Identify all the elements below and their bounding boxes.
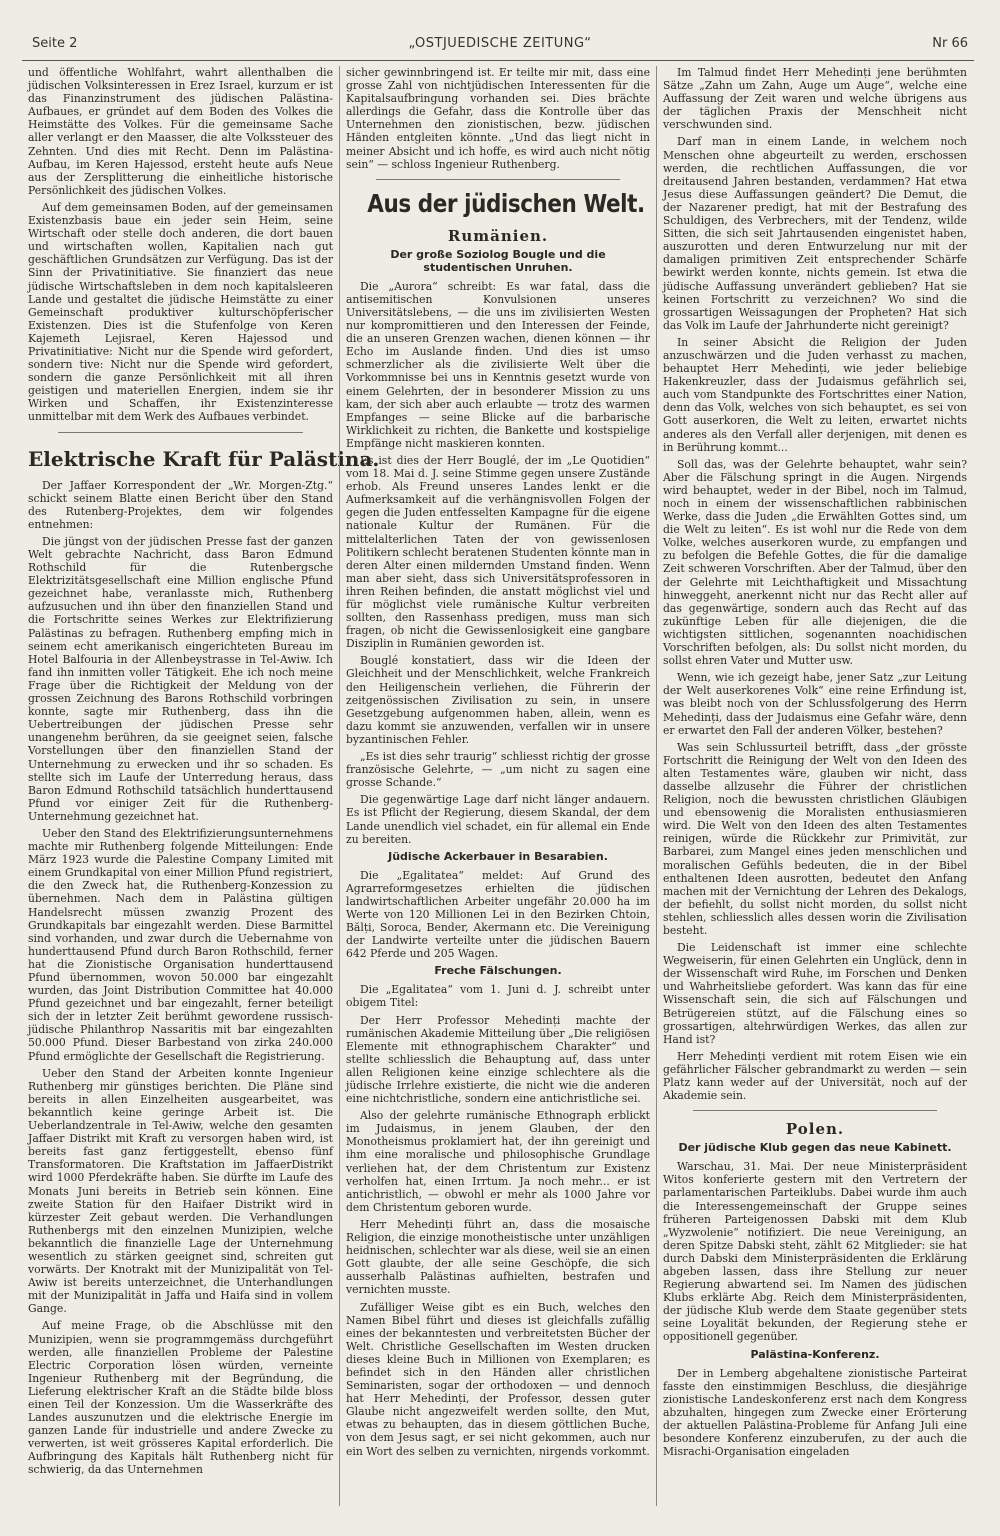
article-paragraph: Die „Aurora“ schreibt: Es war fatal, dass die antisemitischen Konvulsionen unseres Universitätslebens, — die uns im zivilisierten Westen nur kompromittieren und den Interessen der Feinde, die an unseren Grenzen wachen, dienen können — ihr Echo im Auslande finden. Und dies ist umso schmerzlicher als die zivilisierte Welt über die Vorkommnisse bei uns in Kenntnis gesetzt wurde von einem Gelehrten, der in besonderer Mission zu uns kam, der sich aber auch erlaubte — trotz des warmen Empfanges — seine Blicke auf die barbarische Wirklichkeit zu richten, die Bankette und kostspielige Empfänge nicht maskieren konnten. xyxy=(346,279,650,450)
article-subheading: Jüdische Ackerbauer in Besarabien. xyxy=(388,849,608,863)
article-paragraph: Ueber den Stand des Elektrifizierungsunternehmens machte mir Ruthenberg folgende Mitteilungen: Ende März 1923 wurde die Palestine Company Limited mit einem Grundkapital von einer Million Pfund registriert, die den Zweck hat, die Ruthenberg-Konzession zu übernehmen. Nach dem in Palästina gültigen Handelsrecht müssen zwanzig Prozent des Grundkapitals bar eingezahlt werden. Diese Barmittel sind vorhanden, und zwar durch die Uebernahme von hunderttausend Pfund durch Baron Rothschild, ferner hat die Zionistische Organisation hunderttausend Pfund übernommen, wovon 50.000 bar eingezahlt wurden, das Joint Distribution Committee hat 40.000 Pfund gezeichnet und bar eingezahlt, ferner beteiligt sich der in letzter Zeit berühmt gewordene russisch-jüdische Philanthrop Nassaritis mit bar eingezahlten 50.000 Pfund. Dieser Barbestand von zirka 240.000 Pfund ermöglichte der Gesellschaft die Registrierung. xyxy=(28,826,333,1063)
divider xyxy=(58,432,303,433)
country-heading: Polen. xyxy=(785,1120,845,1139)
article-paragraph: Darf man in einem Lande, in welchem noch Menschen ohne abgeurteilt zu werden, erschossen werden, die rechtlichen Auffassungen, die vor dreitausend Jahren bestanden, verdammen? Hat etwa Jesus diese Auffassungen geändert? Die Demut, die der Nazarener predigt, hat mit der Bestrafung des Schuldigen, des Verbrechers, mit der Tendenz, wilde Sitten, die sich seit Jahrtausenden eingenistet haben, auszurotten und deren Entwurzelung nur mit der damaligen primitiven Zeit entsprechender Schärfe bewirkt werden konnte, nichts gemein. Ist etwa die jüdische Auffassung unverändert geblieben? Hat sie keinen Fortschritt zu verzeichnen? Wo sind die grossartigen Weissagungen der Propheten? Hat sich das Volk im Laufe der Jahrhunderte nicht gereinigt? xyxy=(663,135,967,332)
article-paragraph: „Es ist dies sehr traurig“ schliesst richtig der grosse französische Gelehrte, — „um nicht zu sagen eine grosse Schande.“ xyxy=(346,750,650,790)
columns xyxy=(22,66,974,1506)
section-heading: Aus der jüdischen Welt. xyxy=(367,188,645,218)
column-right xyxy=(656,66,973,1506)
article-paragraph: Was sein Schlussurteil betrifft, dass „der grösste Fortschritt die Reinigung der Welt von den Ideen des alten Testamentes wäre, glauben wir nicht, dass dasselbe allzusehr die Führer der christlichen Religion, noch die bewussten christlichen Gläubigen und ebensowenig die Moralisten enthusiasmieren wird. Die Welt von den Ideen des alten Testamentes reinigen, würde die Rückkehr zur Primivität, zur Barbarei, zum Mangel eines jeden menschlichen und moralischen Gefühls bedeuten, die in der Bibel enthaltenen Ideen ausrotten, bedeutet den Anfang machen mit der Vernichtung der Lehren des Dekalogs, der befiehlt, du sollst nicht morden, du sollst nicht stehlen, schliesslich alles dessen worin die Zivilisation besteht. xyxy=(663,740,967,937)
article-paragraph: Herr Mehedinți verdient mit rotem Eisen wie ein gefährlicher Fälscher gebrandmarkt zu werden — sein Platz kann weder auf der Universität, noch auf der Akademie sein. xyxy=(663,1049,967,1103)
country-heading: Rumänien. xyxy=(447,226,549,245)
page-header xyxy=(32,36,968,60)
article-paragraph: Soll das, was der Gelehrte behauptet, wahr sein? Aber die Fälschung springt in die Augen. Nirgends wird behauptet, weder in der Bibel, noch im Talmud, noch in einem der wissenschaftlichen rabbinischen Werke, dass die Juden „die Erwählten Gottes sind, um die Welt zu leiten“. Es ist wohl nur die Rede von dem Volke, welches auserkoren wurde, zu empfangen und zu befolgen die Befehle Gottes, die für die damalige Zeit schweren Vorschriften. Aber der Talmud, über den der Gelehrte mit Leichthaftigkeit und Missachtung hinweggeht, anerkennt nicht nur das Recht aller auf das gegenwärtige, sondern auch das Recht auf das zukünftige Leben für alle diejenigen, die die wichtigsten sittlichen, sogenannten noachidischen Vorschriften befolgen, als: Du sollst nicht morden, du sollst ehren Vater und Mutter usw. xyxy=(663,457,967,668)
newspaper-title: „OSTJUEDISCHE ZEITUNG“ xyxy=(408,36,592,51)
article-paragraph: Die jüngst von der jüdischen Presse fast der ganzen Welt gebrachte Nachricht, dass Baron Edmund Rothschild für die Rutenbergsche Elektrizitätsgesellschaft eine Million englische Pfund gezeichnet habe, veranlasste mich, Ruthenberg aufzusuchen und ihn über den finanziellen Stand und die Fortschritte seines Werkes zur Elektrifizierung Palästinas zu befragen. Ruthenberg empfing mich in seinem echt amerikanisch eingerichteten Bureau im Hotel Balfouria in der Allenbeystrasse in Tel-Awiw. Ich fand ihn inmitten voller Tätigkeit. Ehe ich noch meine Frage über die Richtigkeit der Meldung von der grossen Zeichnung des Barons Rothschild vorbringen konnte, sagte mir Ruthenberg, dass ihn die Uebertreibungen der jüdischen Presse sehr unangenehm berühren, da sie geeignet seien, falsche Vorstellungen über den finanziellen Stand der Unternehmung zu erwecken und ihr so schaden. Es stellte sich im Laufe der Unterredung heraus, dass Baron Edmund Rothschild tatsächlich hunderttausend Pfund vor einiger Zeit für die Ruthenberg-Unternehmung gezeichnet hat. xyxy=(28,534,333,823)
article-paragraph: Die „Egalitatea“ meldet: Auf Grund des Agrarreformgesetzes erhielten die jüdischen landwirtschaftlichen Arbeiter ungefähr 20.000 ha im Werte von 120 Millionen Lei in den Bezirken Chtoin, Bălți, Soroca, Bender, Akermann etc. Die Vereinigung der Landwirte verteilte unter die jüdischen Bauern 642 Pferde und 205 Wagen. xyxy=(346,868,650,961)
article-subheading: Freche Fälschungen. xyxy=(434,964,562,978)
article-paragraph: Die gegenwärtige Lage darf nicht länger andauern. Es ist Pflicht der Regierung, diesem Skandal, der dem Lande unendlich viel schadet, ein für allemal ein Ende zu bereiten. xyxy=(346,793,650,846)
article-paragraph: Warschau, 31. Mai. Der neue Ministerpräsident Witos konferierte gestern mit den Vertretern der parlamentarischen Parteiklubs. Dabei wurde ihm auch die Interessengemeinschaft der Gruppe seines früheren Parteigenossen Dabski mit dem Klub „Wyzwolenie“ notifiziert. Die neue Vereinigung, an deren Spitze Dabski steht, zählt 62 Mitglieder: sie hat durch Dabski dem Ministerpräsidenten die Erklärung abgeben lassen, dass ihre Stellung zur neuer Regierung abwartend sei. Im Namen des jüdischen Klubs erklärte Abg. Reich dem Ministerpräsidenten, der jüdische Klub werde dem Staate gegenüber stets seine Loyalität bekunden, der Regierung stehe er oppositionell gegenüber. xyxy=(663,1160,967,1344)
article-paragraph: Also der gelehrte rumänische Ethnograph erblickt im Judaismus, in jenem Glauben, der den Monotheismus proklamiert hat, der ihn gereinigt und ihm eine moralische und philosophische Grundlage verliehen hat, der dem Christentum zur Existenz verholfen hat, einen Irrtum. Ja noch mehr... er ist antichristlich, — obwohl er mehr als 1000 Jahre vor dem Christentum geboren wurde. xyxy=(346,1109,650,1214)
article-paragraph: sicher gewinnbringend ist. Er teilte mir mit, dass eine grosse Zahl von nichtjüdischen Interessenten für die Kapitalsaufbringung vorhanden sei. Dies brächte allerdings die Gefahr, dass die Kontrolle über das Unternehmen den zionistischen, bezw. jüdischen Händen entgleiten könnte. „Und das liegt nicht in meiner Absicht und ich hoffe, es wird auch nicht nötig sein“ — schloss Ingenieur Ruthenberg. xyxy=(346,66,650,171)
page-number: Seite 2 xyxy=(32,36,78,51)
divider xyxy=(376,179,620,180)
article-paragraph: Wenn, wie ich gezeigt habe, jener Satz „zur Leitung der Welt auserkorenes Volk“ eine reine Erfindung ist, was bleibt noch von der Schlussfolgerung des Herrn Mehedinți, dass der Judaismus eine Gefahr wäre, denn er erwartet den Fall der anderen Völker, bestehen? xyxy=(663,671,967,737)
article-paragraph: Die Leidenschaft ist immer eine schlechte Wegweiserin, für einen Gelehrten ein Unglück, denn in der Wissenschaft wird Ruhe, im Forschen und Denken und Wahrheitsliebe gefordert. Was kann das für eine Wissenschaft sein, die sich auf Fälschungen und Betrügereien stützt, auf die Fälschung eines so grossartigen, altehrwürdigen Werkes, das allen zur Hand ist? xyxy=(663,941,967,1046)
column-left xyxy=(22,66,380,1506)
article-paragraph: Der in Lemberg abgehaltene zionistische Parteirat fasste den einstimmigen Beschluss, die diesjährige zionistische Landeskonferenz erst nach dem Kongress abzuhalten, hingegen zum Zwecke einer Erörterung der aktuellen Palästina-Probleme für Anfang Juli eine besondere Konferenz einzuberufen, zu der auch die Misrachi-Organisation eingeladen xyxy=(663,1366,967,1459)
article-paragraph: Im Talmud findet Herr Mehedinți jene berühmten Sätze „Zahn um Zahn, Auge um Auge“, welche eine Auffassung der Zeit waren und welche übrigens aus der täglichen Praxis der Menschheit nicht verschwunden sind. xyxy=(663,66,967,132)
article-subheading: Palästina-Konferenz. xyxy=(750,1347,880,1361)
divider xyxy=(693,1110,937,1111)
article-paragraph: Zufälliger Weise gibt es ein Buch, welches den Namen Bibel führt und dieses ist gleichfalls zufällig eines der bekanntesten und verbreitetsten Bücher der Welt. Christliche Gesellschaften im Westen drucken dieses kleine Buch in Millionen von Exemplaren; es befindet sich in den Händen aller christlichen Seminaristen, sogar der orthodoxen — und dennoch hat Herr Mehedinți, der Professor, dessen guter Glaube nicht angezweifelt werden sollte, den Mut, etwas zu behaupten, das in diesem göttlichen Buche, von dem Jesus sagt, er sei nicht gekommen, auch nur ein Wort des selben zu vernichten, nirgends vorkommt. xyxy=(346,1300,650,1458)
article-paragraph: Auf dem gemeinsamen Boden, auf der gemeinsamen Existenzbasis baue ein jeder sein Heim, seine Wirtschaft oder stelle doch anderen, die dort bauen und wirtschaften wollen, Kapitalien nach gut geschäftlichen Grundsätzen zur Verfügung. Das ist der Sinn der Privatinitiative. Sie finanziert das neue jüdische Wirtschaftsleben in dem noch kapitalsleeren Lande und gestaltet die jüdische Heimstätte zu einer Gemeinschaft produktiver kulturschöpferischer Existenzen. Dies ist die Stufenfolge von Keren Kajemeth Lejisrael, Keren Hajessod und Privatinitiative: Nicht nur die Spende wird gefordert, sondern tive: Nicht nur die Spende wird gefordert, sondern die ganze Persönlichkeit mit all ihren geistigen und materiellen Energien, indem sie ihr Wirken und Schaffen, ihr Existenzinteresse unmittelbar mit dem Werk des Aufbaues verbindet. xyxy=(28,200,333,424)
article-subheading: Der jüdische Klub gegen das neue Kabinett. xyxy=(678,1141,952,1155)
article-paragraph: In seiner Absicht die Religion der Juden anzuschwärzen und die Juden verhasst zu machen, behauptet Herr Mehedinți, wie jeder beliebige Hakenkreuzler, dass der Judaismus gefährlich sei, auch vom Standpunkte des Fortschrittes einer Nation, denn das Volk, welches von sich behauptet, es sei von Gott auserkoren, die Welt zu leiten, erwartet nichts anderes als den Verfall aller derjenigen, mit denen es in Berührung kommt... xyxy=(663,335,967,454)
issue-number: Nr 66 xyxy=(932,36,968,51)
header-rule xyxy=(22,60,974,61)
article-paragraph: Der Jaffaer Korrespondent der „Wr. Morgen-Ztg.“ schickt seinem Blatte einen Bericht über den Stand des Rutenberg-Projektes, dem wir folgendes entnehmen: xyxy=(28,478,333,531)
article-paragraph: Herr Mehedinți führt an, dass die mosaische Religion, die einzige monotheistische unter unzähligen heidnischen, schlechter war als diese, weil sie an einen Gott glaubte, der alle seine Geschöpfe, die sich ausserhalb Palästinas aufhielten, bestrafen und vernichten musste. xyxy=(346,1217,650,1297)
article-paragraph: Es ist dies der Herr Bouglé, der im „Le Quotidien“ vom 18. Mai d. J. seine Stimme gegen unsere Zustände erhob. Als Freund unseres Landes lenkt er die Aufmerksamkeit auf die verhängnisvollen Folgen der gegen die Juden entfesselten Kampagne für die eigene nationale Kultur der Rumänen. Für die mittelalterlichen Taten der von gewissenlosen Politikern schlecht beratenen Studenten könnte man in deren Alter einen mildernden Umstand finden. Wenn man aber sieht, dass sich Universitätsprofessoren in ihren Reihen befinden, die anstatt möglichst viel und für möglichst viele rumänische Kultur verbreiten sollten, den Rassenhass predigen, muss man sich fragen, ob nicht die Gewissenlosigkeit eine gangbare Disziplin in Rumänien geworden ist. xyxy=(346,453,650,651)
article-paragraph: Die „Egalitatea“ vom 1. Juni d. J. schreibt unter obigem Titel: xyxy=(346,983,650,1010)
article-heading: Elektrische Kraft für Palästina. xyxy=(28,446,380,471)
article-subheading: Der große Soziolog Bougle und die studentischen Unruhen. xyxy=(390,247,606,274)
article-paragraph: und öffentliche Wohlfahrt, wahrt allenthalben die jüdischen Volksinteressen in Erez Israel, kurzum er ist das Finanzinstrument des jüdischen Palästina-Aufbaues, er gründet auf dem Boden des Volkes die Heimstätte des Volkes. Für die gemeinsame Sache aller verlangt er den Maasser, die alte Volkssteuer des Zehnten. Und dies mit Recht. Denn im Palästina-Aufbau, im Keren Hajessod, ersteht heute aufs Neue aus der Zersplitterung die einheitliche historische Persönlichkeit des jüdischen Volkes. xyxy=(28,66,333,197)
column-middle xyxy=(339,66,656,1506)
article-paragraph: Bouglé konstatiert, dass wir die Ideen der Gleichheit und der Menschlichkeit, welche Frankreich den Heiligenschein verliehen, die Führerin der zeitgenössischen Zivilisation zu sein, in unsere Gesetzgebung aufgenommen haben, allein, wenn es dazu kommt sie anzuwenden, verfallen wir in unsere byzantinischen Fehler. xyxy=(346,654,650,746)
article-paragraph: Der Herr Professor Mehedinți machte der rumänischen Akademie Mitteilung über „Die religiösen Elemente mit ethnographischem Charakter“ und stellte schliesslich die Behauptung auf, dass unter allen Religionen keine einzige schlechtere als die jüdische Irrlehre existierte, die nicht wie die anderen eine nichtchristliche, sondern eine antichristliche sei. xyxy=(346,1013,650,1106)
article-paragraph: Auf meine Frage, ob die Abschlüsse mit den Munizipien, wenn sie programmgemäss durchgeführt werden, alle finanziellen Probleme der Palestine Electric Corporation lösen würden, verneinte Ingenieur Ruthenberg mit der Begründung, die Lieferung elektrischer Kraft an die Städte bilde bloss einen Teil der Konzession. Um die Wasserkräfte des Landes auszunutzen und die elektrische Energie im ganzen Lande für industrielle und andere Zwecke zu verwerten, ist weit grösseres Kapital erforderlich. Die Aufbringung des Kapitals hält Ruthenberg nicht für schwierig, da das Unternehmen xyxy=(28,1319,333,1477)
article-paragraph: Ueber den Stand der Arbeiten konnte Ingenieur Ruthenberg mir günstiges berichten. Die Pläne sind bereits in allen Einzelheiten ausgearbeitet, was bekanntlich keine geringe Arbeit ist. Die Ueberlandzentrale in Tel-Awiw, welche den gesamten Jaffaer Distrikt mit Kraft zu versorgen haben wird, ist bereits fast ganz fertiggestellt, ebenso fünf Transformatoren. Die Kraftstation im JaffaerDistrikt wird 1000 Pferdekräfte haben. Sie dürfte im Laufe des Monats Juni bereits in Betrieb sein können. Eine zweite Station für den Haifaer Distrikt wird in kürzester Zeit gebaut werden. Die Verhandlungen Ruthenbergs mit den einzelnen Munizipien, welche bekanntlich die finanzielle Lage der Unternehmung wesentlich zu stärken geeignet sind, schreiten gut vorwärts. Der Knotrakt mit der Munizipalität von Tel-Awiw ist bereits unterzeichnet, die Unterhandlungen mit der Munizipalität in Jaffa und Haifa sind in vollem Gange. xyxy=(28,1066,333,1316)
